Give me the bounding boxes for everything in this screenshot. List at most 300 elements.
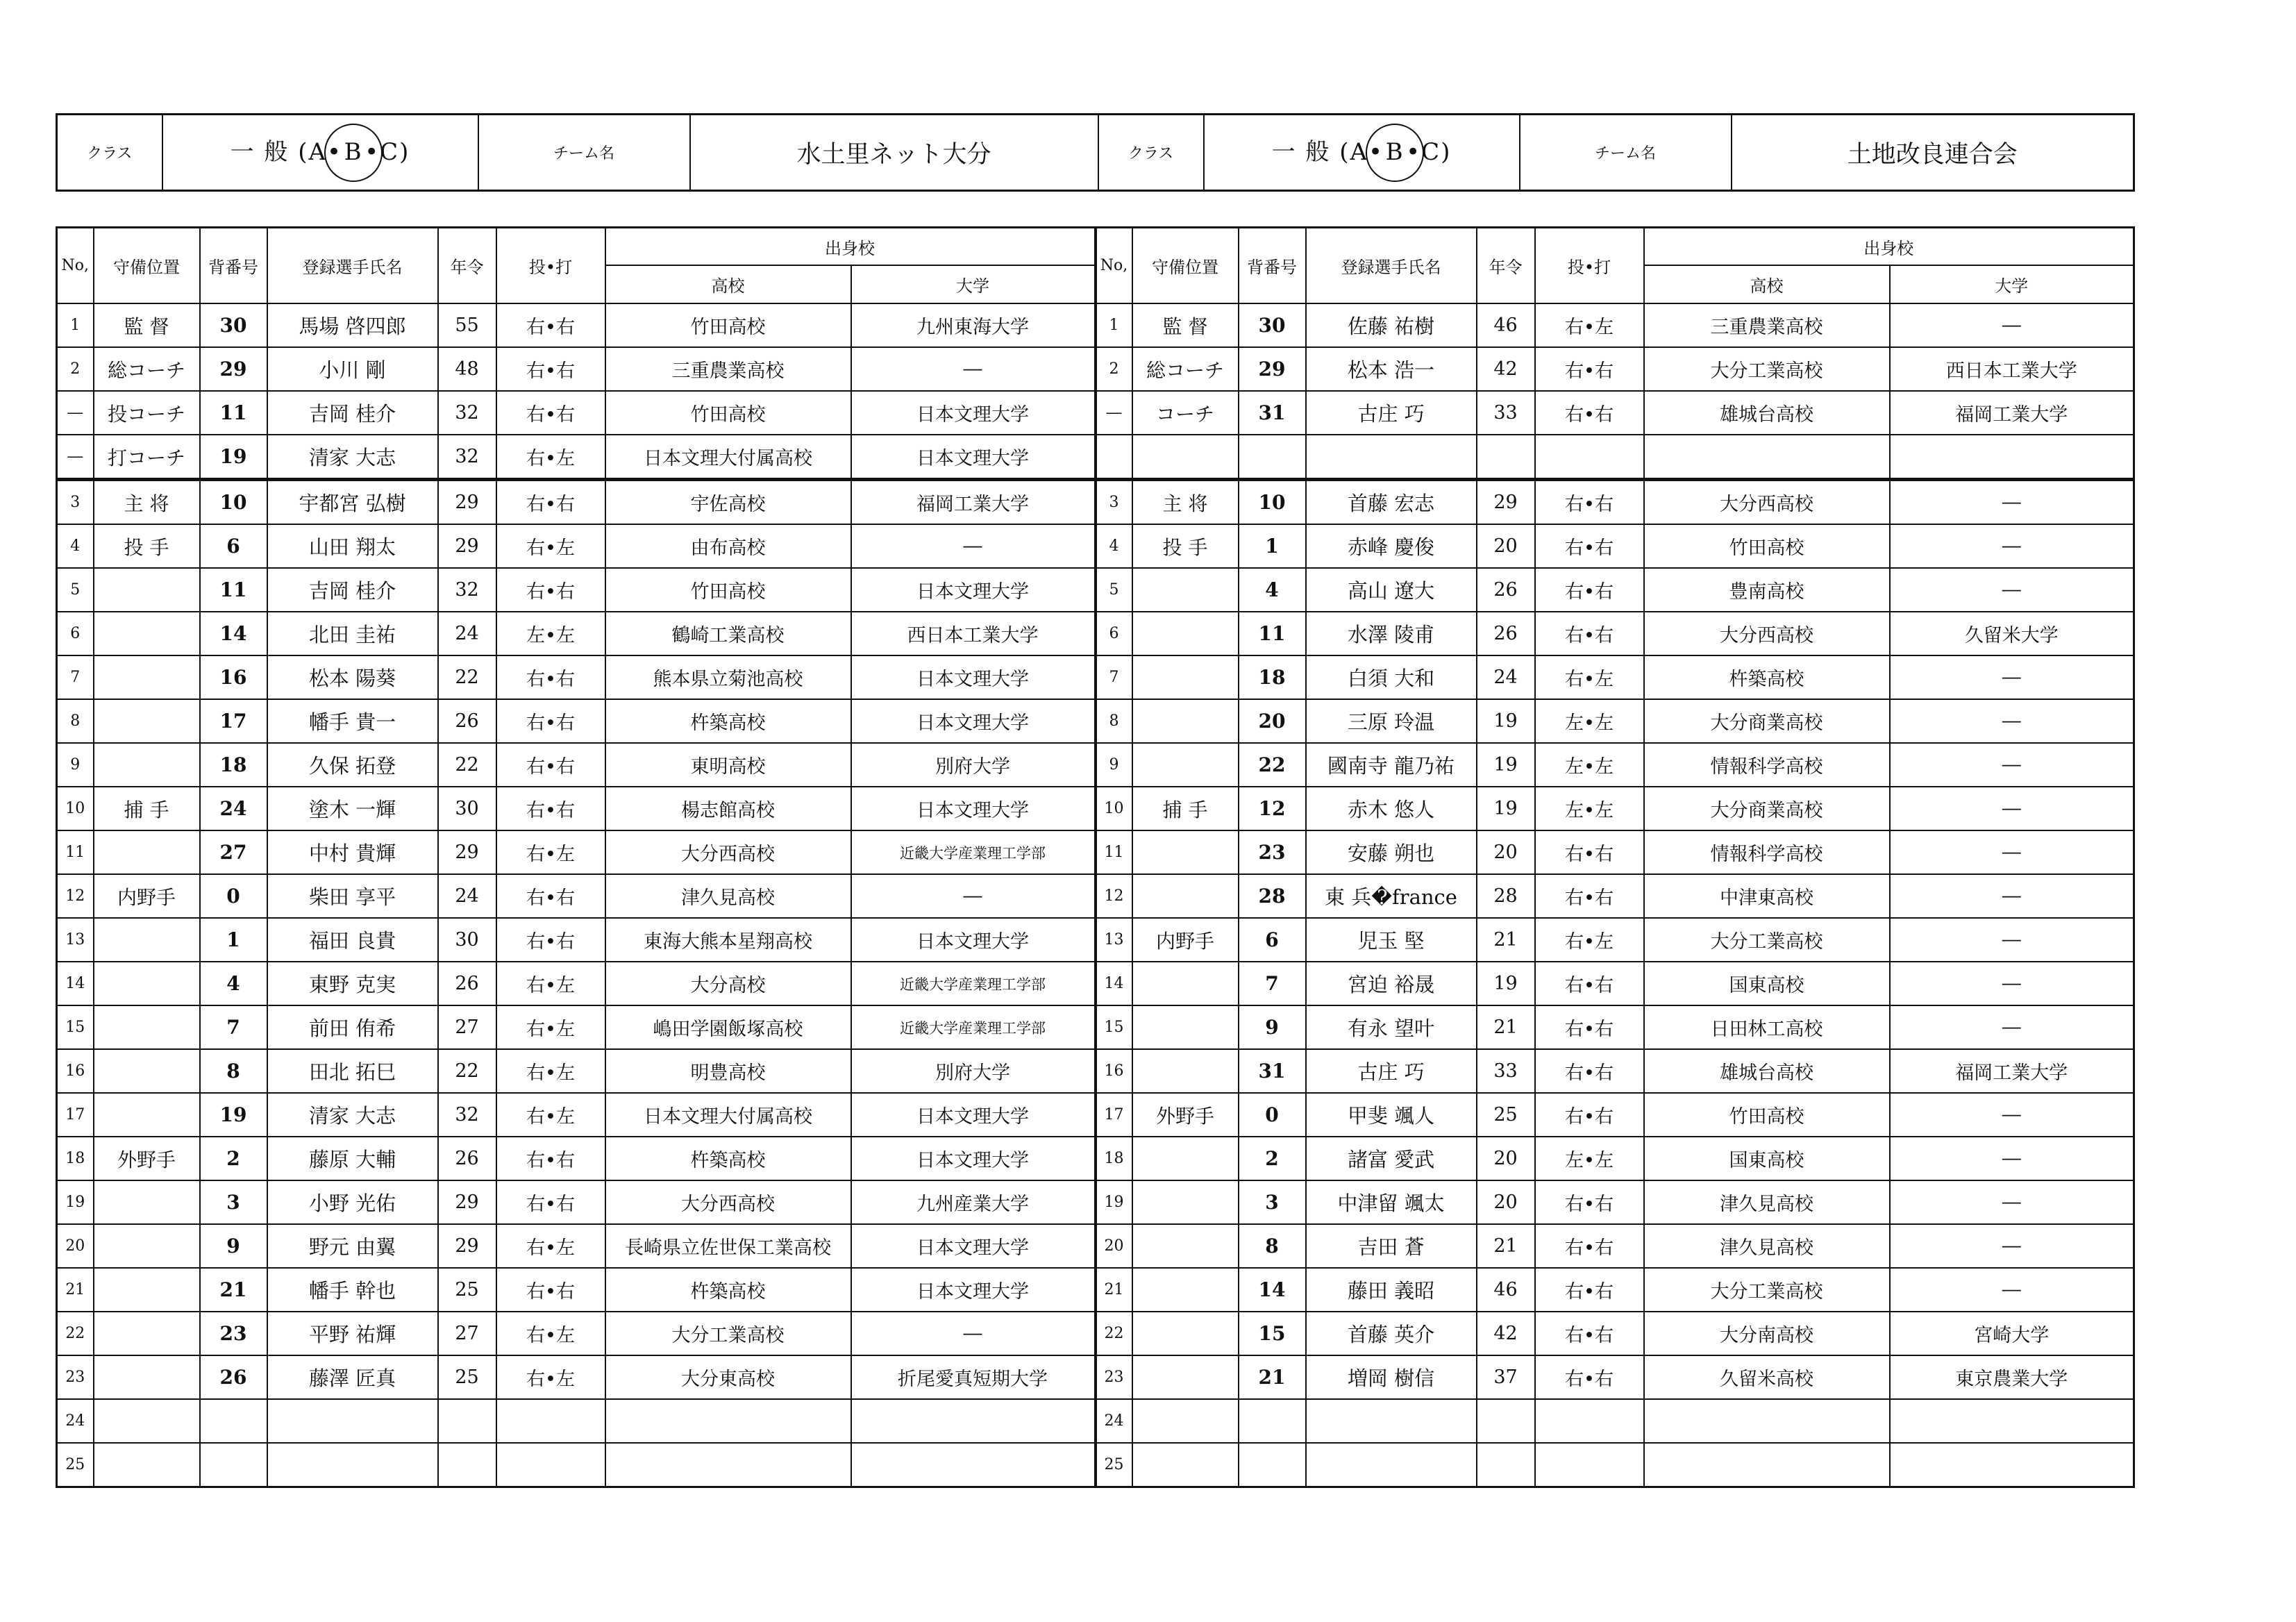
roster-university: ― <box>1890 303 2134 347</box>
roster-throw-bat: 右•右 <box>1535 612 1644 655</box>
roster-position: 内野手 <box>1132 918 1239 962</box>
roster-name: 福田 良貴 <box>267 918 438 962</box>
roster-no: ― <box>57 435 94 480</box>
roster-name <box>1306 1443 1477 1487</box>
col-position: 守備位置 <box>94 228 200 304</box>
roster-number: 23 <box>1239 830 1306 874</box>
roster-no: 12 <box>57 874 94 918</box>
roster-position <box>1132 830 1239 874</box>
roster-no: 11 <box>57 830 94 874</box>
roster-high-school: 久留米高校 <box>1644 1355 1890 1399</box>
roster-high-school: 津久見高校 <box>1644 1180 1890 1224</box>
roster-no: ― <box>57 391 94 435</box>
selected-class-circle: B <box>324 124 383 182</box>
roster-position <box>94 1399 200 1443</box>
roster-no: 6 <box>1096 612 1132 655</box>
roster-position: 捕 手 <box>94 787 200 830</box>
roster-high-school: 大分工業高校 <box>1644 918 1890 962</box>
roster-throw-bat: 右•左 <box>496 962 605 1005</box>
roster-name: 平野 祐輝 <box>267 1312 438 1355</box>
team-label-right: チーム名 <box>1520 115 1732 191</box>
roster-age: 25 <box>438 1268 496 1312</box>
roster-throw-bat: 右•左 <box>496 1093 605 1137</box>
roster-name: 東野 克実 <box>267 962 438 1005</box>
roster-age: 30 <box>438 787 496 830</box>
roster-row <box>57 435 2134 480</box>
roster-position <box>94 1093 200 1137</box>
roster-row <box>57 1224 2134 1268</box>
roster-university: 福岡工業大学 <box>1890 391 2134 435</box>
roster-university: 日本文理大学 <box>851 918 1096 962</box>
roster-high-school: 大分南高校 <box>1644 1312 1890 1355</box>
roster-university: 日本文理大学 <box>851 435 1096 480</box>
roster-no: 13 <box>1096 918 1132 962</box>
roster-high-school: 日田林工高校 <box>1644 1005 1890 1049</box>
roster-position: コーチ <box>1132 391 1239 435</box>
roster-no: 5 <box>57 568 94 612</box>
roster-number: 11 <box>200 568 267 612</box>
roster-throw-bat: 右•右 <box>1535 568 1644 612</box>
col-position: 守備位置 <box>1132 228 1239 304</box>
roster-number <box>1239 435 1306 480</box>
roster-name: 安藤 朔也 <box>1306 830 1477 874</box>
roster-high-school: 国東高校 <box>1644 1137 1890 1180</box>
roster-number: 31 <box>1239 391 1306 435</box>
roster-age: 32 <box>438 1093 496 1137</box>
roster-name: 中村 貴輝 <box>267 830 438 874</box>
col-age: 年令 <box>438 228 496 304</box>
roster-age: 29 <box>1477 480 1535 525</box>
roster-high-school: 大分西高校 <box>1644 612 1890 655</box>
roster-name: 藤田 義昭 <box>1306 1268 1477 1312</box>
roster-name: 幡手 幹也 <box>267 1268 438 1312</box>
roster-position <box>94 1005 200 1049</box>
roster-age: 55 <box>438 303 496 347</box>
roster-age: 29 <box>438 830 496 874</box>
roster-high-school: 杵築高校 <box>1644 655 1890 699</box>
roster-name: 藤澤 匠真 <box>267 1355 438 1399</box>
roster-no: 10 <box>57 787 94 830</box>
roster-high-school: 由布高校 <box>605 524 851 568</box>
roster-high-school: 日本文理大付属高校 <box>605 1093 851 1137</box>
roster-name: 吉岡 桂介 <box>267 391 438 435</box>
roster-no: 13 <box>57 918 94 962</box>
roster-position <box>1132 612 1239 655</box>
roster-throw-bat: 右•右 <box>496 303 605 347</box>
roster-high-school <box>605 1443 851 1487</box>
roster-name: 幡手 貴一 <box>267 699 438 743</box>
roster-high-school: 杵築高校 <box>605 699 851 743</box>
roster-age: 20 <box>1477 830 1535 874</box>
roster-age: 20 <box>1477 1180 1535 1224</box>
roster-position: 総コーチ <box>94 347 200 391</box>
roster-high-school: 竹田高校 <box>605 568 851 612</box>
roster-throw-bat: 右•右 <box>496 699 605 743</box>
roster-number: 18 <box>1239 655 1306 699</box>
roster-name: 三原 玲温 <box>1306 699 1477 743</box>
roster-position <box>1132 1224 1239 1268</box>
roster-no: 11 <box>1096 830 1132 874</box>
roster-number: 6 <box>200 524 267 568</box>
roster-row <box>57 347 2134 391</box>
roster-high-school: 杵築高校 <box>605 1268 851 1312</box>
roster-number: 7 <box>200 1005 267 1049</box>
team-name-right: 土地改良連合会 <box>1847 140 2018 169</box>
roster-no: 7 <box>57 655 94 699</box>
roster-name: 野元 由翼 <box>267 1224 438 1268</box>
roster-name: 馬場 啓四郎 <box>267 303 438 347</box>
roster-position: 投コーチ <box>94 391 200 435</box>
roster-number: 1 <box>1239 524 1306 568</box>
roster-name: 國南寺 龍乃祐 <box>1306 743 1477 787</box>
roster-position <box>94 1180 200 1224</box>
roster-name: 白須 大和 <box>1306 655 1477 699</box>
roster-university: ― <box>1890 743 2134 787</box>
roster-number: 31 <box>1239 1049 1306 1093</box>
roster-name: 有永 望叶 <box>1306 1005 1477 1049</box>
roster-number: 8 <box>200 1049 267 1093</box>
roster-name: 久保 拓登 <box>267 743 438 787</box>
roster-university: 福岡工業大学 <box>851 480 1096 525</box>
roster-position <box>94 568 200 612</box>
roster-age: 21 <box>1477 1005 1535 1049</box>
roster-no: 1 <box>57 303 94 347</box>
roster-position <box>94 1355 200 1399</box>
roster-name: 増岡 樹信 <box>1306 1355 1477 1399</box>
roster-age: 26 <box>438 962 496 1005</box>
col-name: 登録選手氏名 <box>267 228 438 304</box>
roster-university: ― <box>851 1312 1096 1355</box>
roster-age: 48 <box>438 347 496 391</box>
roster-university: 日本文理大学 <box>851 568 1096 612</box>
roster-high-school: 情報科学高校 <box>1644 830 1890 874</box>
roster-age: 21 <box>1477 918 1535 962</box>
roster-number <box>200 1399 267 1443</box>
roster-row <box>57 1093 2134 1137</box>
roster-position: 監 督 <box>94 303 200 347</box>
roster-age <box>438 1443 496 1487</box>
roster-number: 11 <box>1239 612 1306 655</box>
roster-position <box>94 1268 200 1312</box>
roster-position <box>1132 874 1239 918</box>
class-selector-right: 一 般 (A•B•C) <box>1272 138 1452 166</box>
roster-position <box>94 1224 200 1268</box>
roster-age: 32 <box>438 435 496 480</box>
roster-throw-bat: 右•左 <box>496 1224 605 1268</box>
roster-university: ― <box>1890 655 2134 699</box>
roster-throw-bat: 右•右 <box>496 655 605 699</box>
roster-number: 19 <box>200 435 267 480</box>
roster-age: 24 <box>1477 655 1535 699</box>
roster-position <box>1132 1005 1239 1049</box>
roster-number: 2 <box>1239 1137 1306 1180</box>
roster-row <box>57 962 2134 1005</box>
roster-high-school: 大分西高校 <box>605 1180 851 1224</box>
roster-throw-bat <box>1535 435 1644 480</box>
roster-age: 25 <box>438 1355 496 1399</box>
roster-university: 福岡工業大学 <box>1890 1049 2134 1093</box>
roster-no: 9 <box>57 743 94 787</box>
roster-university: ― <box>1890 1224 2134 1268</box>
roster-row <box>57 1005 2134 1049</box>
roster-no: 24 <box>57 1399 94 1443</box>
roster-university <box>1890 1443 2134 1487</box>
roster-name: 松本 陽葵 <box>267 655 438 699</box>
roster-age: 24 <box>438 874 496 918</box>
roster-high-school: 東海大熊本星翔高校 <box>605 918 851 962</box>
roster-number <box>1239 1443 1306 1487</box>
team-name-left: 水土里ネット大分 <box>690 115 1098 191</box>
class-value-right <box>1204 115 1520 191</box>
roster-throw-bat: 右•左 <box>496 1005 605 1049</box>
roster-name: 吉田 蒼 <box>1306 1224 1477 1268</box>
roster-number: 30 <box>200 303 267 347</box>
roster-number: 16 <box>200 655 267 699</box>
roster-university: 日本文理大学 <box>851 1093 1096 1137</box>
roster-no: 25 <box>57 1443 94 1487</box>
roster-number: 18 <box>200 743 267 787</box>
roster-number: 22 <box>1239 743 1306 787</box>
roster-age <box>438 1399 496 1443</box>
roster-age: 27 <box>438 1312 496 1355</box>
roster-high-school: 津久見高校 <box>605 874 851 918</box>
roster-university: ― <box>1890 874 2134 918</box>
roster-name: 古庄 巧 <box>1306 391 1477 435</box>
roster-position <box>1132 1399 1239 1443</box>
roster-university <box>851 1443 1096 1487</box>
roster-name: 赤木 悠人 <box>1306 787 1477 830</box>
roster-university: 日本文理大学 <box>851 1137 1096 1180</box>
roster-high-school: 国東高校 <box>1644 962 1890 1005</box>
roster-age <box>1477 435 1535 480</box>
roster-throw-bat: 右•左 <box>1535 918 1644 962</box>
roster-university: ― <box>1890 962 2134 1005</box>
roster-university: ― <box>1890 787 2134 830</box>
col-high-school: 高校 <box>1644 265 1890 303</box>
roster-number: 9 <box>1239 1005 1306 1049</box>
roster-row <box>57 699 2134 743</box>
roster-age: 19 <box>1477 743 1535 787</box>
roster-position: 主 将 <box>94 480 200 525</box>
roster-position <box>1132 435 1239 480</box>
roster-name: 古庄 巧 <box>1306 1049 1477 1093</box>
roster-name: 首藤 宏志 <box>1306 480 1477 525</box>
roster-age: 21 <box>1477 1224 1535 1268</box>
roster-high-school <box>1644 1399 1890 1443</box>
roster-age: 32 <box>438 568 496 612</box>
roster-no: 15 <box>57 1005 94 1049</box>
roster-position <box>1132 1312 1239 1355</box>
roster-number: 17 <box>200 699 267 743</box>
roster-no: 10 <box>1096 787 1132 830</box>
roster-number: 26 <box>200 1355 267 1399</box>
roster-age: 29 <box>438 524 496 568</box>
roster-throw-bat: 右•左 <box>496 435 605 480</box>
roster-name <box>267 1399 438 1443</box>
roster-number: 21 <box>1239 1355 1306 1399</box>
roster-position <box>1132 1443 1239 1487</box>
roster-high-school: 雄城台高校 <box>1644 1049 1890 1093</box>
roster-throw-bat: 左•左 <box>496 612 605 655</box>
roster-age: 33 <box>1477 1049 1535 1093</box>
roster-no: 3 <box>57 480 94 525</box>
roster-university: 別府大学 <box>851 1049 1096 1093</box>
roster-university: ― <box>1890 1005 2134 1049</box>
roster-number: 24 <box>200 787 267 830</box>
roster-high-school: 津久見高校 <box>1644 1224 1890 1268</box>
roster-position <box>94 1312 200 1355</box>
roster-throw-bat: 右•右 <box>1535 347 1644 391</box>
roster-throw-bat: 右•右 <box>1535 391 1644 435</box>
roster-throw-bat: 右•右 <box>496 480 605 525</box>
roster-throw-bat <box>1535 1399 1644 1443</box>
column-header-row <box>57 228 2134 266</box>
roster-university: 東京農業大学 <box>1890 1355 2134 1399</box>
roster-high-school: 中津東高校 <box>1644 874 1890 918</box>
roster-number <box>200 1443 267 1487</box>
roster-name: 甲斐 颯人 <box>1306 1093 1477 1137</box>
roster-age: 46 <box>1477 303 1535 347</box>
roster-name: 水澤 陵甫 <box>1306 612 1477 655</box>
roster-age: 25 <box>1477 1093 1535 1137</box>
roster-position <box>94 655 200 699</box>
roster-university: ― <box>1890 568 2134 612</box>
roster-throw-bat: 右•左 <box>496 1355 605 1399</box>
roster-name: 塗木 一輝 <box>267 787 438 830</box>
roster-position: 外野手 <box>94 1137 200 1180</box>
roster-name: 清家 大志 <box>267 1093 438 1137</box>
roster-position <box>94 830 200 874</box>
roster-row <box>57 568 2134 612</box>
roster-row <box>57 524 2134 568</box>
col-school: 出身校 <box>1644 228 2134 266</box>
roster-throw-bat: 右•左 <box>1535 303 1644 347</box>
roster-university: ― <box>851 524 1096 568</box>
roster-row <box>57 874 2134 918</box>
roster-university: ― <box>1890 1268 2134 1312</box>
roster-no: 16 <box>1096 1049 1132 1093</box>
roster-high-school: 三重農業高校 <box>1644 303 1890 347</box>
roster-high-school: 宇佐高校 <box>605 480 851 525</box>
roster-throw-bat: 右•右 <box>496 391 605 435</box>
roster-no: 21 <box>1096 1268 1132 1312</box>
roster-no: 8 <box>1096 699 1132 743</box>
roster-number: 4 <box>200 962 267 1005</box>
roster-high-school: 東明高校 <box>605 743 851 787</box>
roster-university: 日本文理大学 <box>851 1268 1096 1312</box>
roster-throw-bat: 左•左 <box>1535 743 1644 787</box>
roster-high-school: 大分商業高校 <box>1644 699 1890 743</box>
roster-number: 19 <box>200 1093 267 1137</box>
roster-university: ― <box>1890 699 2134 743</box>
roster-age: 29 <box>438 1224 496 1268</box>
roster-name: 北田 圭祐 <box>267 612 438 655</box>
roster-name: 中津留 颯太 <box>1306 1180 1477 1224</box>
roster-university: 折尾愛真短期大学 <box>851 1355 1096 1399</box>
roster-no: 20 <box>1096 1224 1132 1268</box>
roster-throw-bat: 右•右 <box>1535 874 1644 918</box>
roster-age: 22 <box>438 655 496 699</box>
col-university: 大学 <box>1890 265 2134 303</box>
roster-university: 近畿大学産業理工学部 <box>851 1005 1096 1049</box>
roster-no: 4 <box>1096 524 1132 568</box>
roster-row <box>57 303 2134 347</box>
roster-university: ― <box>851 874 1096 918</box>
roster-position <box>1132 743 1239 787</box>
roster-name: 児玉 堅 <box>1306 918 1477 962</box>
roster-throw-bat: 右•左 <box>496 524 605 568</box>
roster-no: 22 <box>57 1312 94 1355</box>
roster-no: 23 <box>57 1355 94 1399</box>
roster-row <box>57 787 2134 830</box>
roster-age: 20 <box>1477 524 1535 568</box>
selected-class-circle: B <box>1366 124 1424 182</box>
roster-name: 諸富 愛武 <box>1306 1137 1477 1180</box>
roster-number: 15 <box>1239 1312 1306 1355</box>
roster-high-school: 大分工業高校 <box>1644 347 1890 391</box>
class-label-left: クラス <box>57 115 162 191</box>
roster-name <box>1306 435 1477 480</box>
roster-throw-bat: 右•右 <box>496 1268 605 1312</box>
class-label-right: クラス <box>1098 115 1204 191</box>
roster-throw-bat: 右•右 <box>496 347 605 391</box>
roster-no: 2 <box>1096 347 1132 391</box>
roster-high-school: 雄城台高校 <box>1644 391 1890 435</box>
roster-no: 8 <box>57 699 94 743</box>
roster-high-school <box>605 1399 851 1443</box>
roster-row <box>57 1312 2134 1355</box>
roster-name: 赤峰 慶俊 <box>1306 524 1477 568</box>
roster-position: 監 督 <box>1132 303 1239 347</box>
roster-name: 高山 遼大 <box>1306 568 1477 612</box>
roster-throw-bat: 右•左 <box>496 830 605 874</box>
roster-position <box>94 743 200 787</box>
roster-high-school: 大分高校 <box>605 962 851 1005</box>
roster-throw-bat: 右•右 <box>496 743 605 787</box>
roster-number: 27 <box>200 830 267 874</box>
roster-no: 25 <box>1096 1443 1132 1487</box>
roster-no: ― <box>1096 391 1132 435</box>
roster-age: 24 <box>438 612 496 655</box>
roster-number: 8 <box>1239 1224 1306 1268</box>
roster-position: 投 手 <box>1132 524 1239 568</box>
roster-number: 1 <box>200 918 267 962</box>
roster-university: 日本文理大学 <box>851 699 1096 743</box>
roster-name: 東 兵�france <box>1306 874 1477 918</box>
roster-age: 42 <box>1477 1312 1535 1355</box>
roster-university: ― <box>1890 830 2134 874</box>
roster-high-school: 竹田高校 <box>1644 524 1890 568</box>
roster-no: 6 <box>57 612 94 655</box>
roster-age: 26 <box>1477 612 1535 655</box>
roster-age: 37 <box>1477 1355 1535 1399</box>
roster-age: 22 <box>438 743 496 787</box>
roster-number: 23 <box>200 1312 267 1355</box>
roster-university: ― <box>1890 1093 2134 1137</box>
roster-age: 26 <box>1477 568 1535 612</box>
roster-number: 2 <box>200 1137 267 1180</box>
roster-no <box>1096 435 1132 480</box>
col-throw-bat: 投•打 <box>496 228 605 304</box>
roster-throw-bat: 右•右 <box>1535 1093 1644 1137</box>
roster-position <box>1132 699 1239 743</box>
roster-number: 9 <box>200 1224 267 1268</box>
roster-high-school: 大分西高校 <box>605 830 851 874</box>
roster-age: 26 <box>438 1137 496 1180</box>
roster-age <box>1477 1443 1535 1487</box>
roster-high-school: 竹田高校 <box>605 303 851 347</box>
roster-no: 4 <box>57 524 94 568</box>
